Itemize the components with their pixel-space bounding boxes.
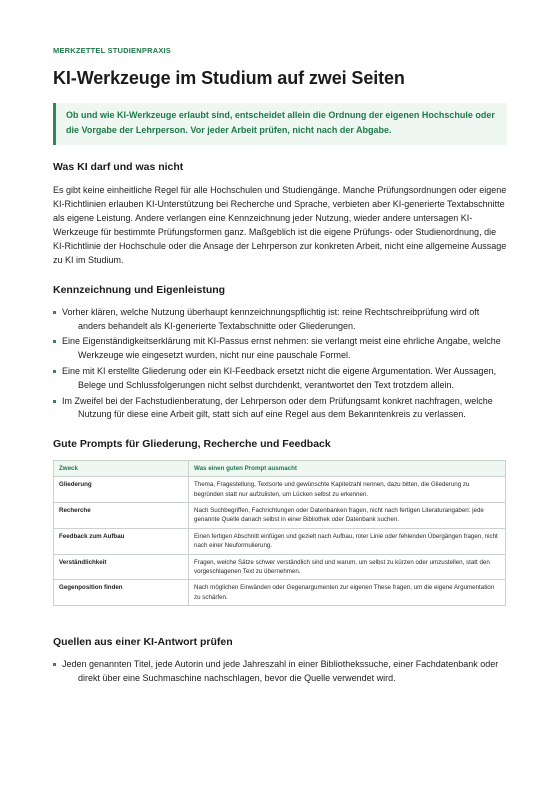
- section-heading-labeling: Kennzeichnung und Eigenleistung: [53, 283, 226, 296]
- list-item: Eine mit KI erstellte Gliederung oder ein KI-Feedback ersetzt nicht die eigene Argumentation. Wer Aussagen, Belege und Schlussfolgerungen nicht selbst durchdenkt, verantwortet den Text trotzdem allein.: [53, 365, 507, 393]
- table-cell-purpose: Gegenposition finden: [54, 580, 189, 606]
- column-header-description: Was einen guten Prompt ausmacht: [189, 461, 506, 477]
- section-body-ki-rules: Es gibt keine einheitliche Regel für alle Hochschulen und Studiengänge. Manche Prüfungsordnungen oder eigene KI-Richtlinien erlauben KI-Unterstützung bei Recherche und Sprache, verbieten aber KI-generierte Textabschnitte als eigene Leistung. Andere verlangen eine Kennzeichnung jeder Nutzung, wieder andere untersagen KI-Werkzeuge für bestimmte Prüfungsformen ganz. Maßgeblich ist die eigene Prüfungs- oder Studienordnung, die KI-Richtlinie der Hochschule oder die Ansage der Lehrperson zur konkreten Arbeit, nicht eine allgemeine Aussage zu KI im Studium.: [53, 184, 507, 265]
- page-title: KI-Werkzeuge im Studium auf zwei Seiten: [53, 68, 405, 88]
- column-header-purpose: Zweck: [54, 461, 189, 477]
- table-cell-description: Thema, Fragestellung, Textsorte und gewünschte Kapitelzahl nennen, dazu bitten, die Gliederung zu begründen statt nur aufzulisten, um Lücken selbst zu erkennen.: [189, 477, 506, 503]
- bullet-icon: [53, 400, 56, 403]
- callout-box: Ob und wie KI-Werkzeuge erlaubt sind, entscheidet allein die Ordnung der eigenen Hochschule oder die Vorgabe der Lehrperson. Vor jeder Arbeit prüfen, nicht nach der Abgabe.: [53, 103, 507, 145]
- table-cell-description: Nach Suchbegriffen, Fachrichtungen oder Datenbanken fragen, nicht nach fertigen Literaturangaben: jede genannte Quelle danach selbst in einer Bibliothek oder Datenbank suchen.: [189, 503, 506, 529]
- table-cell-purpose: Gliederung: [54, 477, 189, 503]
- bullet-icon: [53, 340, 56, 343]
- section-heading-prompts: Gute Prompts für Gliederung, Recherche und Feedback: [53, 438, 331, 451]
- bullet-icon: [53, 663, 56, 666]
- bullet-icon: [53, 370, 56, 373]
- table-header-row: [54, 461, 506, 477]
- bullet-icon: [53, 311, 56, 314]
- table-cell-purpose: Recherche: [54, 503, 189, 529]
- labeling-list: [53, 306, 507, 422]
- table-row: [54, 580, 506, 606]
- table-row: [54, 554, 506, 580]
- table-cell-description: Fragen, welche Sätze schwer verständlich sind und warum, um selbst zu kürzen oder umzustellen, statt den vorgeschlagenen Text zu übernehmen.: [189, 554, 506, 580]
- list-item: Eine Eigenständigkeitserklärung mit KI-Passus ernst nehmen: sie verlangt meist eine ehrliche Angabe, welche Werkzeuge wie eingesetzt wurden, nicht nur eine pauschale Formel.: [53, 335, 507, 363]
- list-item: Im Zweifel bei der Fachstudienberatung, der Lehrperson oder dem Prüfungsamt konkret nachfragen, welche Nutzung für diese eine Arbeit gilt, statt sich auf eine Regel aus dem Bekanntenkreis zu verlassen.: [53, 395, 507, 423]
- table-cell-description: Nach möglichen Einwänden oder Gegenargumenten zur eigenen These fragen, um die eigene Argumentation zu schärfen.: [189, 580, 506, 606]
- prompts-table: [53, 460, 506, 606]
- list-item: Vorher klären, welche Nutzung überhaupt kennzeichnungspflichtig ist: reine Rechtschreibprüfung wird oft anders behandelt als KI-generierte Textabschnitte oder Gliederungen.: [53, 306, 507, 334]
- sources-list: [53, 658, 507, 686]
- list-item: Jeden genannten Titel, jede Autorin und jede Jahreszahl in einer Bibliothekssuche, einer Fachdatenbank oder direkt über eine Suchmaschine nachschlagen, bevor die Quelle verwendet wird.: [53, 658, 507, 686]
- section-heading-sources: Quellen aus einer KI-Antwort prüfen: [53, 636, 233, 649]
- section-heading-ki-rules: Was KI darf und was nicht: [53, 160, 184, 173]
- table-row: [54, 477, 506, 503]
- table-row: [54, 503, 506, 529]
- kicker-label: MERKZETTEL STUDIENPRAXIS: [53, 46, 172, 55]
- table-cell-description: Einen fertigen Abschnitt einfügen und gezielt nach Aufbau, roter Linie oder fehlenden Übergängen fragen, nicht nach einer Neuformulierung.: [189, 528, 506, 554]
- table-cell-purpose: Verständlichkeit: [54, 554, 189, 580]
- table-cell-purpose: Feedback zum Aufbau: [54, 528, 189, 554]
- table-row: [54, 528, 506, 554]
